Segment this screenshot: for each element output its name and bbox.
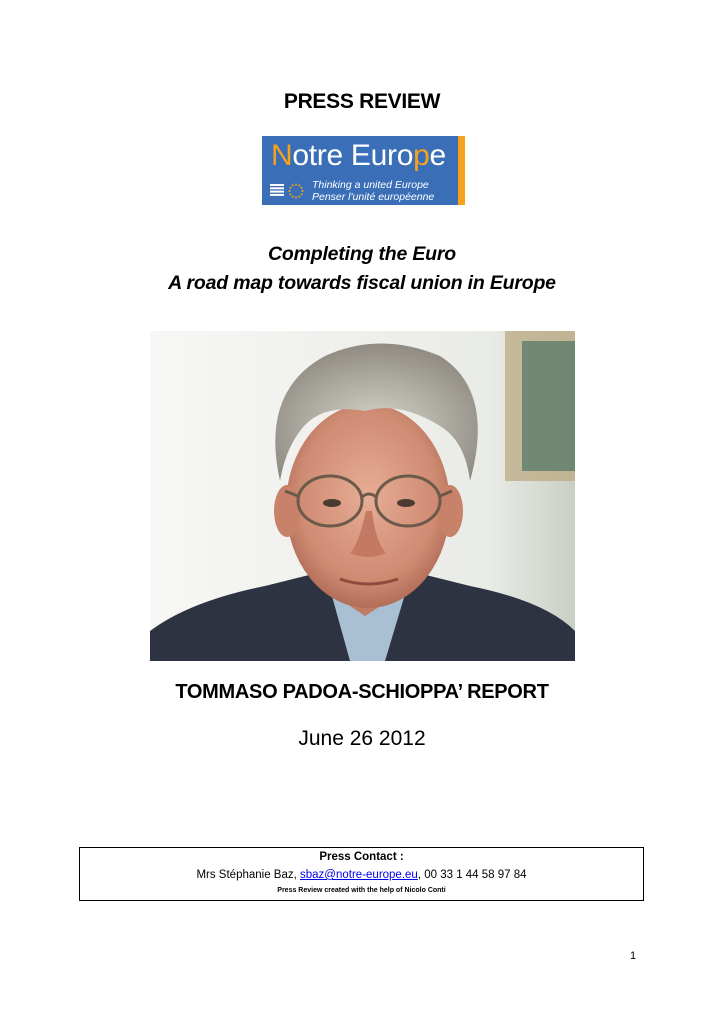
report-title: TOMMASO PADOA-SCHIOPPA’ REPORT [175, 681, 549, 703]
press-contact-box [79, 847, 644, 901]
contact-heading: Press Contact : [319, 851, 404, 863]
logo-tagline-en: Thinking a united Europe [312, 179, 429, 191]
contact-credit: Press Review created with the help of Nicolo Conti [277, 887, 446, 894]
subtitle-line-2: A road map towards fiscal union in Europe [168, 272, 556, 294]
contact-details: Mrs Stéphanie Baz, sbaz@notre-europe.eu, 00 33 1 44 58 97 84 [196, 869, 527, 881]
subtitle-line-1: Completing the Euro [268, 243, 456, 265]
portrait-photo [150, 331, 575, 661]
document-lines-icon [270, 184, 284, 196]
page-number: 1 [630, 950, 637, 962]
page-title: PRESS REVIEW [283, 90, 441, 113]
logo-brand-text: Notre Europe [271, 139, 446, 172]
report-date: June 26 2012 [298, 727, 426, 750]
document-subtitle [0, 240, 724, 298]
logo-tagline-fr: Penser l'unité européenne [312, 191, 435, 203]
eu-stars-icon [288, 183, 304, 199]
logo-accent-bar [458, 136, 465, 205]
notre-europe-logo [262, 136, 465, 205]
contact-email-link[interactable]: sbaz@notre-europe.eu [300, 869, 418, 881]
